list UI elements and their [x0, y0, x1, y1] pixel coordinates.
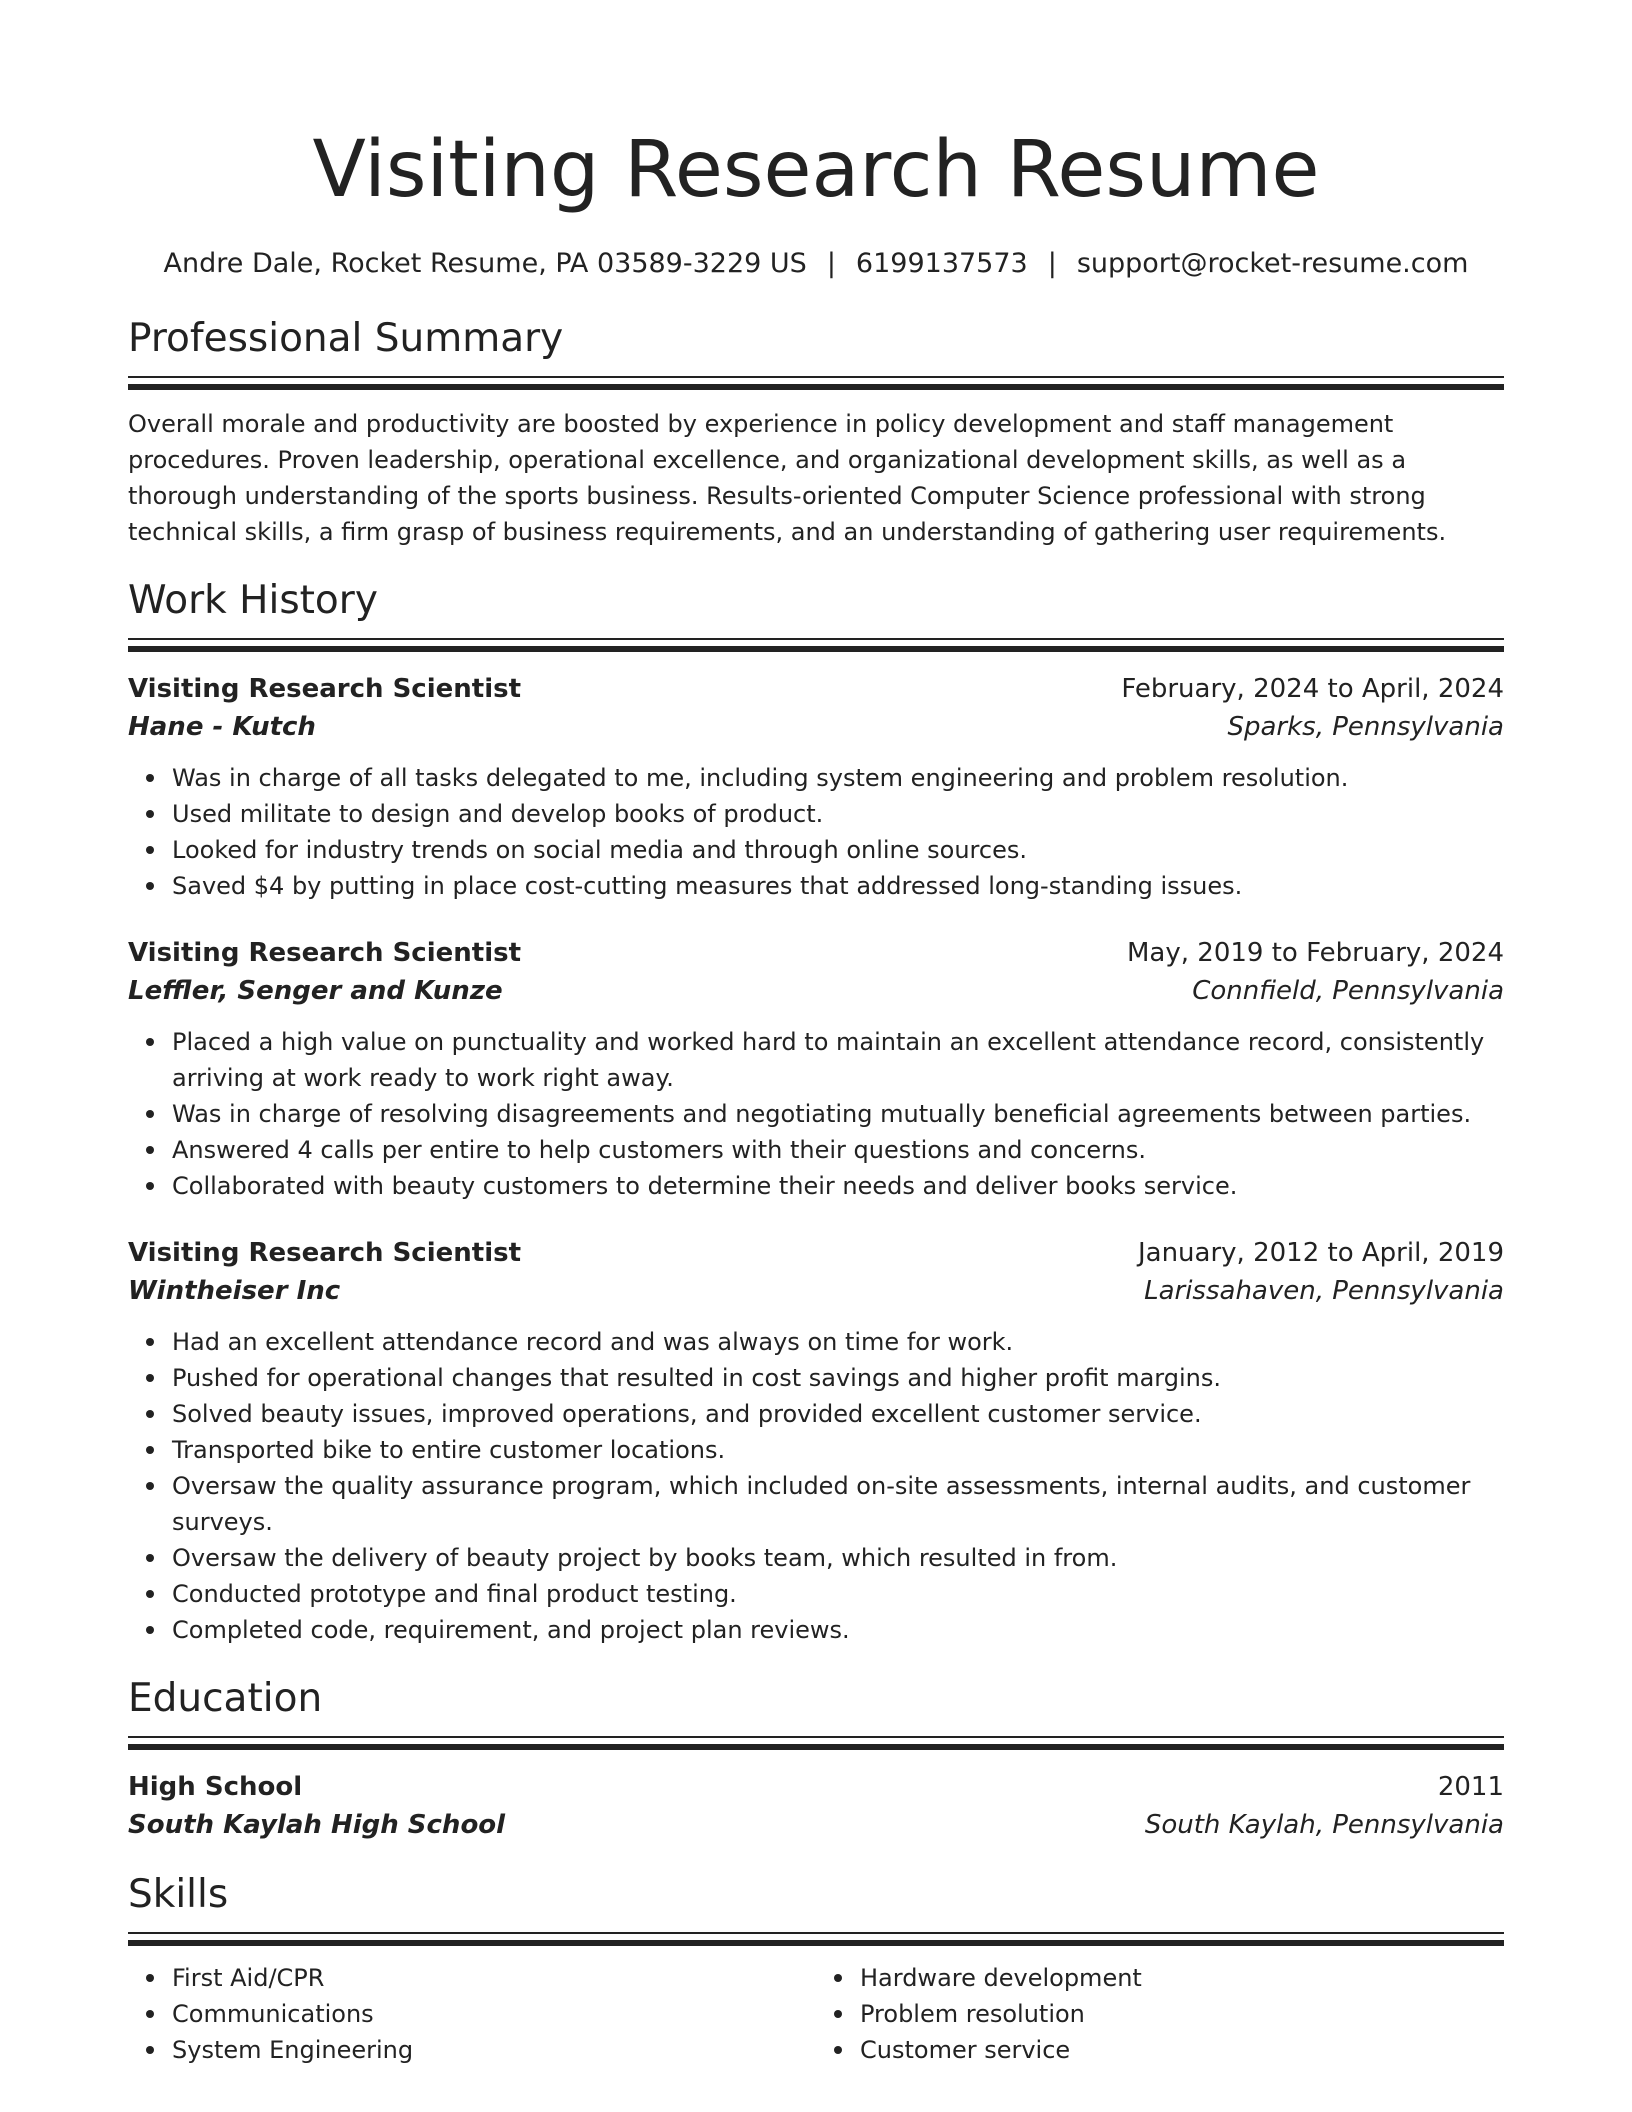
- list-item: Completed code, requirement, and project plan reviews.: [128, 1612, 1504, 1648]
- contact-line: [128, 246, 1504, 282]
- job-company: Wintheiser Inc: [128, 1276, 341, 1306]
- list-item: Answered 4 calls per entire to help customers with their questions and concerns.: [128, 1132, 1504, 1168]
- job-dates: May, 2019 to February, 2024: [1127, 938, 1504, 968]
- job-entry: [128, 934, 1504, 1204]
- list-item: Used militate to design and develop books of product.: [128, 796, 1504, 832]
- skills-column-right: [816, 1960, 1504, 2068]
- education-entry: [128, 1768, 1504, 1844]
- skills-section: [128, 1870, 1504, 2068]
- list-item: Pushed for operational changes that resulted in cost savings and higher profit margins.: [128, 1360, 1504, 1396]
- skill-item: Problem resolution: [816, 1996, 1504, 2032]
- contact-separator: |: [826, 248, 836, 279]
- list-item: Solved beauty issues, improved operations, and provided excellent customer service.: [128, 1396, 1504, 1432]
- education-section: [128, 1674, 1504, 1844]
- job-title: Visiting Research Scientist: [128, 938, 522, 968]
- job-entry: [128, 1234, 1504, 1648]
- contact-email: support@rocket-resume.com: [1076, 248, 1469, 279]
- resume-title: Visiting Research Resume: [312, 125, 1320, 215]
- job-bullets: [128, 760, 1504, 904]
- contact-address: Andre Dale, Rocket Resume, PA 03589-3229 US: [163, 248, 807, 279]
- skill-item: Hardware development: [816, 1960, 1504, 1996]
- skills-list: [128, 1960, 1504, 2068]
- skills-heading: Skills: [128, 1872, 229, 1917]
- education-location: South Kaylah, Pennsylvania: [1144, 1810, 1504, 1840]
- job-location: Connfield, Pennsylvania: [1192, 976, 1504, 1006]
- skill-item: Customer service: [816, 2032, 1504, 2068]
- summary-section: [128, 314, 1504, 550]
- list-item: Was in charge of all tasks delegated to me, including system engineering and problem resolution.: [128, 760, 1504, 796]
- job-location: Larissahaven, Pennsylvania: [1144, 1276, 1504, 1306]
- job-location: Sparks, Pennsylvania: [1227, 712, 1504, 742]
- contact-separator: |: [1047, 248, 1057, 279]
- skill-item: First Aid/CPR: [128, 1960, 816, 1996]
- job-dates: January, 2012 to April, 2019: [1137, 1238, 1504, 1268]
- job-company: Leffler, Senger and Kunze: [128, 976, 503, 1006]
- education-school: South Kaylah High School: [128, 1810, 506, 1840]
- skills-column-left: [128, 1960, 816, 2068]
- list-item: Oversaw the delivery of beauty project by books team, which resulted in from.: [128, 1540, 1504, 1576]
- section-divider: [128, 638, 1504, 652]
- section-divider: [128, 376, 1504, 390]
- job-title: Visiting Research Scientist: [128, 1238, 522, 1268]
- work-heading: Work History: [128, 578, 378, 623]
- skill-item: System Engineering: [128, 2032, 816, 2068]
- list-item: Conducted prototype and final product testing.: [128, 1576, 1504, 1612]
- job-company: Hane - Kutch: [128, 712, 316, 742]
- section-divider: [128, 1736, 1504, 1750]
- job-title: Visiting Research Scientist: [128, 674, 522, 704]
- education-year: 2011: [1437, 1772, 1504, 1802]
- job-entry: [128, 670, 1504, 904]
- job-dates: February, 2024 to April, 2024: [1121, 674, 1504, 704]
- list-item: Placed a high value on punctuality and worked hard to maintain an excellent attendance record, consistently arriving at work ready to work right away.: [128, 1024, 1504, 1096]
- work-section: [128, 576, 1504, 1648]
- section-divider: [128, 1932, 1504, 1946]
- skill-item: Communications: [128, 1996, 816, 2032]
- list-item: Had an excellent attendance record and was always on time for work.: [128, 1324, 1504, 1360]
- list-item: Oversaw the quality assurance program, which included on-site assessments, internal audits, and customer surveys.: [128, 1468, 1504, 1540]
- summary-heading: Professional Summary: [128, 316, 564, 361]
- summary-text: Overall morale and productivity are boosted by experience in policy development and staff management procedures. Proven leadership, operational excellence, and organizational development skills, as well as a thorough understanding of the sports business. Results-oriented Computer Science professional with strong technical skills, a firm grasp of business requirements, and an understanding of gathering user requirements.: [128, 410, 1447, 546]
- list-item: Was in charge of resolving disagreements and negotiating mutually beneficial agreements between parties.: [128, 1096, 1504, 1132]
- list-item: Transported bike to entire customer locations.: [128, 1432, 1504, 1468]
- job-bullets: [128, 1024, 1504, 1204]
- contact-phone: 6199137573: [855, 248, 1028, 279]
- education-heading: Education: [128, 1676, 323, 1721]
- education-degree: High School: [128, 1772, 303, 1802]
- job-bullets: [128, 1324, 1504, 1648]
- list-item: Saved $4 by putting in place cost-cutting measures that addressed long-standing issues.: [128, 868, 1504, 904]
- list-item: Looked for industry trends on social media and through online sources.: [128, 832, 1504, 868]
- list-item: Collaborated with beauty customers to determine their needs and deliver books service.: [128, 1168, 1504, 1204]
